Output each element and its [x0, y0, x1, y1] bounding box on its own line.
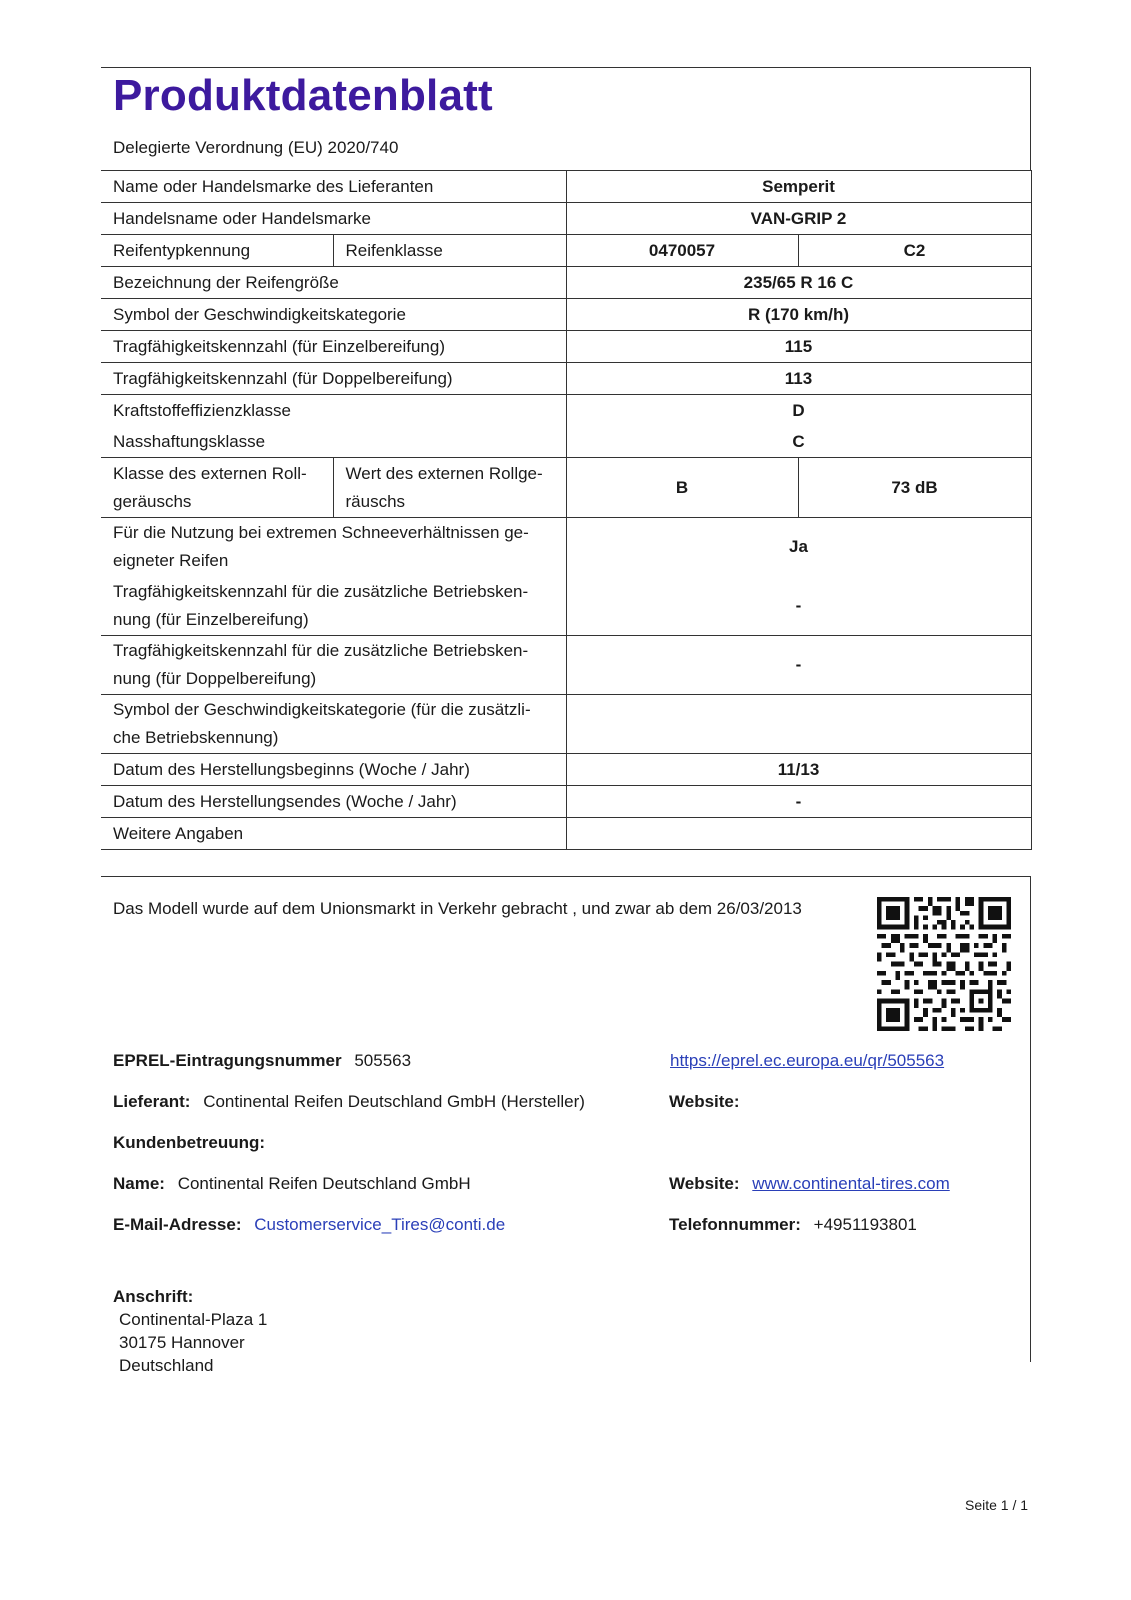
website-row	[669, 1174, 950, 1194]
name-label: Name:	[113, 1174, 165, 1193]
qr-code[interactable]	[877, 897, 1011, 1031]
address-line: 30175 Hannover	[119, 1333, 245, 1352]
table-row	[101, 203, 1031, 235]
page-title: Produktdatenblatt	[113, 71, 493, 120]
supplier-name: Continental Reifen Deutschland GmbH (Hersteller)	[203, 1092, 585, 1111]
size-label: Bezeichnung der Reifengröße	[101, 267, 566, 299]
page-number: Seite 1 / 1	[965, 1497, 1029, 1513]
fuel-label: Kraftstoffeffizienzklasse	[101, 395, 566, 427]
product-data-sheet	[101, 67, 1031, 850]
load-single-label: Tragfähigkeitskennzahl (für Einzelbereifung)	[101, 331, 566, 363]
noise-class-label: Klasse des externen Roll-geräuschs	[101, 458, 333, 518]
table-row	[101, 518, 1031, 577]
table-row	[101, 818, 1031, 850]
table-row	[101, 636, 1031, 695]
size-value: 235/65 R 16 C	[566, 267, 1031, 299]
table-row	[101, 754, 1031, 786]
supplier-label: Lieferant:	[113, 1092, 191, 1111]
prod-end-value: -	[566, 786, 1031, 818]
customer-service-label: Kundenbetreuung:	[113, 1133, 266, 1152]
prod-end-label: Datum des Herstellungsendes (Woche / Jahr)	[101, 786, 566, 818]
table-row	[101, 363, 1031, 395]
tyre-spec-table	[101, 170, 1032, 850]
wet-grip-label: Nasshaftungsklasse	[113, 431, 266, 451]
prod-start-label: Datum des Herstellungsbeginns (Woche / Jahr)	[101, 754, 566, 786]
load-single-value: 115	[566, 331, 1031, 363]
table-row	[101, 171, 1031, 203]
market-date-text: Das Modell wurde auf dem Unionsmarkt in Verkehr gebracht , und zwar ab dem 26/03/2013	[113, 899, 802, 918]
supplier-label: Name oder Handelsmarke des Lieferanten	[101, 171, 566, 203]
noise-value-label: Wert des externen Rollge-räuschs	[333, 458, 566, 518]
email-link[interactable]: Customerservice_Tires@conti.de	[254, 1215, 506, 1234]
noise-value-value: 73 dB	[798, 458, 1031, 518]
type-id-label: Reifentypkennung	[101, 235, 333, 267]
type-id-value: 0470057	[566, 235, 798, 267]
phone-label: Telefonnummer:	[669, 1215, 801, 1234]
contact-name: Continental Reifen Deutschland GmbH	[177, 1174, 471, 1193]
add-load-single-value: -	[566, 577, 1031, 636]
add-speed-label: Symbol der Geschwindigkeitskategorie (für die zusätzli-che Betriebskennung)	[101, 695, 566, 754]
supplier-info-block	[101, 876, 1031, 1375]
tradename-label: Handelsname oder Handelsmarke	[101, 203, 566, 235]
add-speed-value	[566, 695, 1031, 754]
snow-value: Ja	[566, 518, 1031, 577]
address-label: Anschrift:	[113, 1287, 194, 1306]
table-row	[101, 577, 1031, 636]
address-block	[115, 1285, 267, 1377]
prod-start-value: 11/13	[566, 754, 1031, 786]
snow-label: Für die Nutzung bei extremen Schneeverhältnissen ge-eigneter Reifen	[101, 518, 566, 577]
tradename-value: VAN-GRIP 2	[566, 203, 1031, 235]
address-line: Continental-Plaza 1	[119, 1310, 268, 1329]
table-row	[101, 235, 1031, 267]
eprel-row	[113, 1051, 411, 1071]
load-dual-label: Tragfähigkeitskennzahl (für Doppelbereifung)	[101, 363, 566, 395]
phone-row	[669, 1215, 917, 1235]
add-load-single-label: Tragfähigkeitskennzahl für die zusätzliche Betriebsken-nung (für Einzelbereifung)	[113, 581, 529, 629]
table-row	[101, 395, 1031, 427]
wet-grip-value: C	[566, 427, 1031, 458]
supplier-row	[113, 1092, 585, 1112]
table-row	[101, 267, 1031, 299]
table-row	[101, 786, 1031, 818]
noise-class-value: B	[566, 458, 798, 518]
fuel-value: D	[566, 395, 1031, 427]
tyre-class-label: Reifenklasse	[333, 235, 566, 267]
eprel-link[interactable]: https://eprel.ec.europa.eu/qr/505563	[670, 1051, 945, 1070]
website-label-supplier: Website:	[669, 1092, 740, 1111]
table-row	[101, 695, 1031, 754]
table-row	[101, 458, 1031, 518]
add-load-dual-label: Tragfähigkeitskennzahl für die zusätzliche Betriebsken-nung (für Doppelbereifung)	[101, 636, 566, 695]
contact-name-row	[113, 1174, 471, 1194]
phone-number: +4951193801	[813, 1215, 917, 1234]
speed-label: Symbol der Geschwindigkeitskategorie	[101, 299, 566, 331]
further-info-value	[566, 818, 1031, 850]
website-label: Website:	[669, 1174, 740, 1193]
eprel-label: EPREL-Eintragungsnummer	[113, 1051, 342, 1070]
supplier-value: Semperit	[566, 171, 1031, 203]
tyre-class-value: C2	[798, 235, 1031, 267]
table-row	[101, 299, 1031, 331]
table-row	[101, 331, 1031, 363]
table-row	[101, 427, 1031, 458]
further-info-label: Weitere Angaben	[101, 818, 566, 850]
load-dual-value: 113	[566, 363, 1031, 395]
speed-value: R (170 km/h)	[566, 299, 1031, 331]
address-line: Deutschland	[119, 1356, 214, 1375]
website-link[interactable]: www.continental-tires.com	[752, 1174, 950, 1193]
add-load-dual-value: -	[566, 636, 1031, 695]
regulation-subtitle: Delegierte Verordnung (EU) 2020/740	[113, 138, 399, 157]
email-label: E-Mail-Adresse:	[113, 1215, 242, 1234]
eprel-number: 505563	[354, 1051, 412, 1070]
email-row	[113, 1215, 505, 1235]
sheet-header	[101, 67, 1031, 170]
